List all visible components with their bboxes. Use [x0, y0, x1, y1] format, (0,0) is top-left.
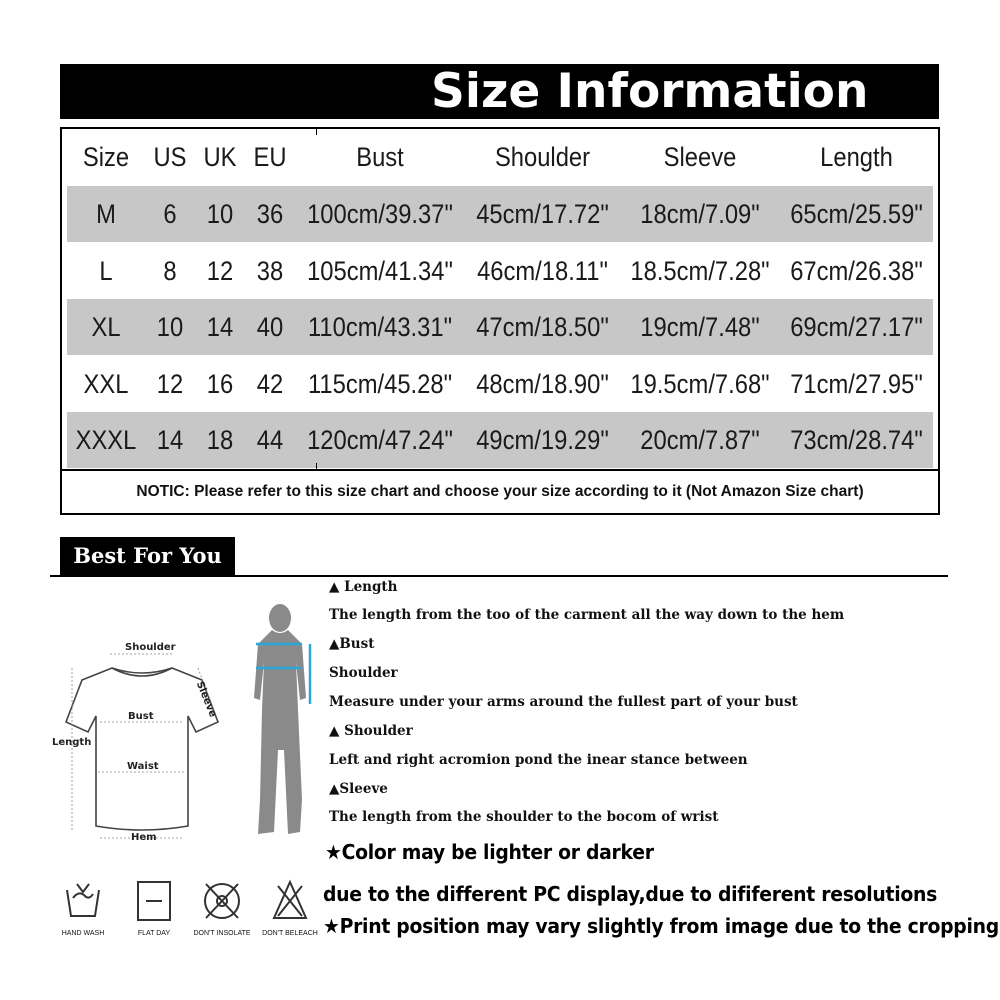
cell-bust: 115cm/45.28" — [307, 369, 453, 399]
title-bar — [60, 64, 939, 119]
table-row — [67, 243, 933, 299]
flat-dry-label: FLAT DAY — [137, 930, 171, 937]
size-table — [60, 127, 940, 515]
cell-eu: 36 — [256, 199, 284, 229]
cell-sleeve: 18cm/7.09" — [640, 199, 760, 229]
cell-us: 6 — [163, 199, 177, 229]
dont-bleach-label: DON'T BELEACH — [262, 930, 318, 937]
table-row — [67, 186, 933, 242]
diagram-sleeve-label: Sleeve — [193, 680, 219, 719]
cell-shoulder: 48cm/18.90" — [476, 369, 609, 399]
cell-us: 12 — [156, 369, 184, 399]
dont-insolate-icon — [192, 876, 252, 937]
cell-shoulder: 46cm/18.11" — [477, 256, 608, 286]
page-title: Size Information — [431, 64, 869, 119]
header-eu: EU — [253, 142, 287, 172]
diagram-bust-label: Bust — [128, 711, 154, 722]
header-sleeve: Sleeve — [663, 142, 737, 172]
table-row — [67, 412, 933, 468]
cell-sleeve: 18.5cm/7.28" — [630, 256, 770, 286]
diagram-length-label: Length — [52, 737, 92, 748]
cell-sleeve: 19.5cm/7.68" — [630, 369, 770, 399]
header-size: Size — [82, 142, 130, 172]
table-header — [67, 129, 933, 185]
cell-shoulder: 49cm/19.29" — [476, 425, 609, 455]
cell-eu: 44 — [256, 425, 284, 455]
cell-length: 71cm/27.95" — [790, 369, 923, 399]
header-bust: Bust — [356, 142, 404, 172]
section-label: Best For You — [60, 537, 235, 575]
cell-sleeve: 20cm/7.87" — [640, 425, 760, 455]
cell-shoulder: 45cm/17.72" — [476, 199, 609, 229]
cell-size: XL — [91, 312, 121, 342]
cell-uk: 14 — [206, 312, 234, 342]
cell-size: XXXL — [75, 425, 137, 455]
cell-uk: 12 — [206, 256, 234, 286]
cell-size: XXL — [83, 369, 129, 399]
cell-eu: 38 — [256, 256, 284, 286]
header-uk: UK — [203, 142, 237, 172]
desc-length-title: ▲ Length — [329, 579, 398, 595]
section-divider — [50, 575, 948, 577]
cell-us: 14 — [156, 425, 184, 455]
desc-bust-title: ▲Bust — [329, 636, 375, 652]
cell-us: 10 — [156, 312, 184, 342]
diagram-waist-label: Waist — [127, 761, 159, 772]
desc-shoulder-title: ▲ Shoulder — [329, 723, 413, 739]
flat-dry-icon — [124, 876, 184, 937]
desc-sleeve-text: The length from the shoulder to the bocom of wrist — [329, 809, 719, 825]
dont-bleach-icon — [260, 876, 320, 937]
desc-shoulder-word: Shoulder — [329, 665, 398, 681]
cell-length: 65cm/25.59" — [790, 199, 923, 229]
diagram-shoulder-label: Shoulder — [125, 642, 176, 653]
desc-length-text: The length from the too of the carment all the way down to the hem — [329, 607, 845, 623]
note-display: due to the different PC display,due to dififerent resolutions — [323, 882, 938, 906]
cell-length: 69cm/27.17" — [790, 312, 923, 342]
note-color: ★Color may be lighter or darker — [325, 840, 654, 864]
header-length: Length — [820, 142, 893, 172]
cell-length: 67cm/26.38" — [790, 256, 923, 286]
desc-bust-text: Measure under your arms around the fullest part of your bust — [329, 694, 798, 710]
header-shoulder: Shoulder — [494, 142, 591, 172]
cell-eu: 42 — [256, 369, 284, 399]
size-notice: NOTIC: Please refer to this size chart and choose your size according to it (Not Amazon Size chart) — [62, 469, 938, 515]
cell-bust: 120cm/47.24" — [307, 425, 453, 455]
desc-sleeve-title: ▲Sleeve — [329, 781, 388, 797]
cell-bust: 100cm/39.37" — [307, 199, 453, 229]
desc-shoulder-text: Left and right acromion pond the inear stance between — [329, 752, 748, 768]
cell-size: M — [96, 199, 116, 229]
cell-sleeve: 19cm/7.48" — [640, 312, 760, 342]
cell-eu: 40 — [256, 312, 284, 342]
cell-length: 73cm/28.74" — [790, 425, 923, 455]
table-row — [67, 356, 933, 412]
header-us: US — [153, 142, 187, 172]
hand-wash-label: HAND WASH — [61, 930, 105, 937]
cell-shoulder: 47cm/18.50" — [476, 312, 609, 342]
dont-insolate-label: DON'T INSOLATE — [193, 930, 251, 937]
table-row — [67, 299, 933, 355]
cell-us: 8 — [163, 256, 177, 286]
hand-wash-icon — [53, 876, 113, 937]
cell-uk: 10 — [206, 199, 234, 229]
cell-bust: 105cm/41.34" — [307, 256, 453, 286]
cell-bust: 110cm/43.31" — [307, 312, 453, 342]
note-print: ★Print position may vary slightly from image due to the cropping — [323, 914, 999, 938]
cell-uk: 18 — [206, 425, 234, 455]
cell-size: L — [99, 256, 113, 286]
figure-silhouette — [240, 600, 320, 840]
cell-uk: 16 — [206, 369, 234, 399]
diagram-hem-label: Hem — [131, 832, 157, 843]
